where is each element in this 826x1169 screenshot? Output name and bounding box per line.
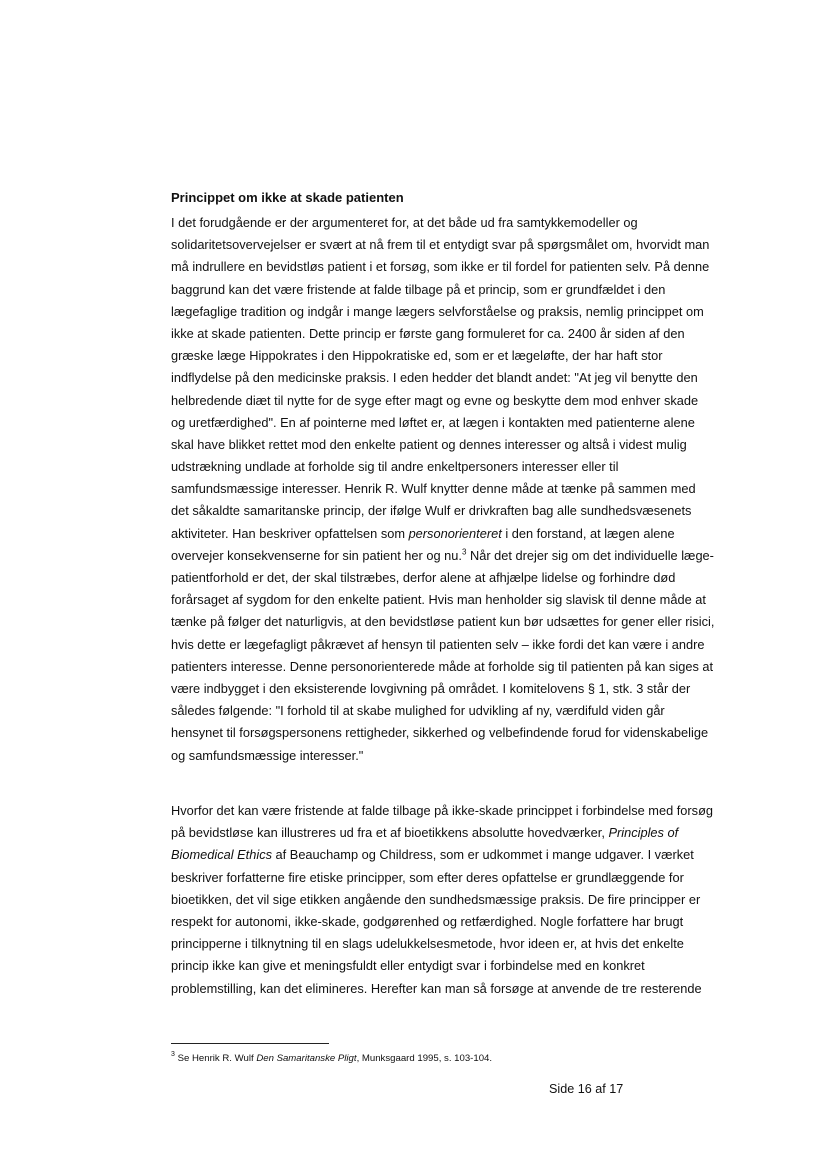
footnote [171, 1052, 492, 1064]
text-line: lægefaglige tradition og indgår i mange lægers selvforståelse og praksis, nemlig princippet om [171, 303, 704, 319]
text-line: problemstilling, kan det elimineres. Herefter kan man så forsøge at anvende de tre resterende [171, 980, 702, 996]
text-line: samfundsmæssige interesser. Henrik R. Wulf knytter denne måde at tænke på sammen med [171, 481, 696, 497]
paragraph-2 [171, 800, 731, 1000]
text-line: I det forudgående er der argumenteret for, at det både ud fra samtykkemodeller og [171, 215, 638, 230]
text-line [171, 545, 731, 567]
text-line: tænke på følger det naturligvis, at den bevidstløse patient kun bør udsættes for gener eller risici, [171, 614, 715, 630]
footnote-prefix: Se Henrik R. Wulf [177, 1053, 257, 1065]
text-line: det såkaldte samaritanske princip, der ifølge Wulf er drivkraften bag alle sundhedsvæsenets [171, 503, 692, 519]
page-number: Side 16 af 17 [549, 1082, 624, 1096]
text-line: og uretfærdighed". En af pointerne med løftet er, at lægen i kontakten med patienterne alene [171, 414, 695, 430]
text-line: bioetikken, det vil sige etikken angående den sundhedsmæssige praksis. De fire principper er [171, 891, 701, 907]
text-line: patientforhold er det, der skal tilstræbes, derfor alene at afhjælpe lidelse og forhindre død [171, 570, 676, 585]
text-line: patienters interesse. Denne personorienterede måde at forholde sig til patienten på kan siges at [171, 658, 714, 674]
text-line [171, 822, 731, 844]
footnote-title: Den Samaritanske Pligt [256, 1053, 357, 1065]
text-line: hensynet til forsøgspersonens rettigheder, sikkerhed og velbefindende forud for videnskabelige [171, 725, 709, 741]
text-line: indflydelse på den medicinske praksis. I eden hedder det blandt andet: "At jeg vil benytte den [171, 370, 698, 386]
text-line [171, 844, 731, 866]
footnote-number: 3 [171, 1051, 175, 1058]
book-title: Biomedical Ethics [171, 847, 272, 863]
text-line: principperne i tilknytning til en slags udelukkelsesmetode, hvor ideen er, at hvis det enkelte [171, 936, 684, 952]
text-segment: Når det drejer sig om det individuelle læge- [466, 547, 714, 563]
text-line: græske læge Hippokrates i den Hippokratiske ed, som er et lægeløfte, der har haft stor [171, 348, 663, 364]
text-line: solidaritetsovervejelser er svært at nå frem til et entydigt svar på spørgsmålet om, hvorvidt man [171, 237, 710, 253]
text-segment: overvejer konsekvenserne for sin patient her og nu. [171, 547, 462, 563]
text-line: forårsaget af sygdom for den enkelte patient. Hvis man henholder sig slavisk til denne måde at [171, 592, 706, 608]
text-line: respekt for autonomi, ikke-skade, godgørenhed og retfærdighed. Nogle forfattere har brugt [171, 913, 684, 929]
text-line: udstrækning undlade at forholde sig til andre enkeltpersoners interesser eller til [171, 459, 619, 475]
text-line: baggrund kan det være fristende at falde tilbage på et princip, som er grundfældet i den [171, 281, 666, 297]
text-segment: på bevidstløse kan illustreres ud fra et af bioetikkens absolutte hovedværker, [171, 825, 609, 841]
text-line: må indrullere en bevidstløs patient i et forsøg, som ikke er til fordel for patienten selv. På denne [171, 259, 710, 275]
text-line: Hvorfor det kan være fristende at falde tilbage på ikke-skade princippet i forbindelse med forsøg [171, 803, 714, 818]
paragraph-1 [171, 212, 731, 767]
text-line: ikke at skade patienten. Dette princip er første gang formuleret for ca. 2400 år siden af den [171, 325, 685, 341]
text-segment: i den forstand, at lægen alene [505, 525, 675, 541]
section-heading: Princippet om ikke at skade patienten [171, 190, 404, 205]
book-title: Principles of [608, 825, 679, 841]
text-line: være indbygget i den eksisterende lovgivning på området. I komitelovens § 1, stk. 3 står der [171, 680, 691, 696]
italic-term: personorienteret [408, 525, 502, 541]
footnote-suffix: , Munksgaard 1995, s. 103-104. [356, 1053, 493, 1065]
text-segment: aktiviteter. Han beskriver opfattelsen som [171, 525, 409, 541]
footnote-reference[interactable]: 3 [461, 547, 467, 557]
text-line: helbredende diæt til nytte for de syge efter magt og evne og beskytte dem mod enhver skade [171, 392, 699, 408]
text-line [171, 523, 731, 545]
text-line: skal have blikket rettet mod den enkelte patient og dennes interesser og altså i videst mulig [171, 436, 687, 452]
text-line: princip ikke kan give et meningsfuldt eller entydigt svar i forbindelse med en konkret [171, 958, 645, 974]
text-line: hvis dette er lægefagligt påkrævet af hensyn til patienten selv – ikke fordi det kan være i andre [171, 636, 705, 652]
text-segment: af Beauchamp og Childress, som er udkommet i mange udgaver. I værket [272, 847, 694, 863]
text-line: og samfundsmæssige interesser." [171, 747, 364, 763]
text-line: således følgende: "I forhold til at skabe mulighed for udvikling af ny, værdifuld viden går [171, 703, 665, 719]
footnote-divider [171, 1043, 329, 1044]
text-line: beskriver forfatterne fire etiske principper, som efter deres opfattelse er grundlæggende for [171, 869, 684, 885]
